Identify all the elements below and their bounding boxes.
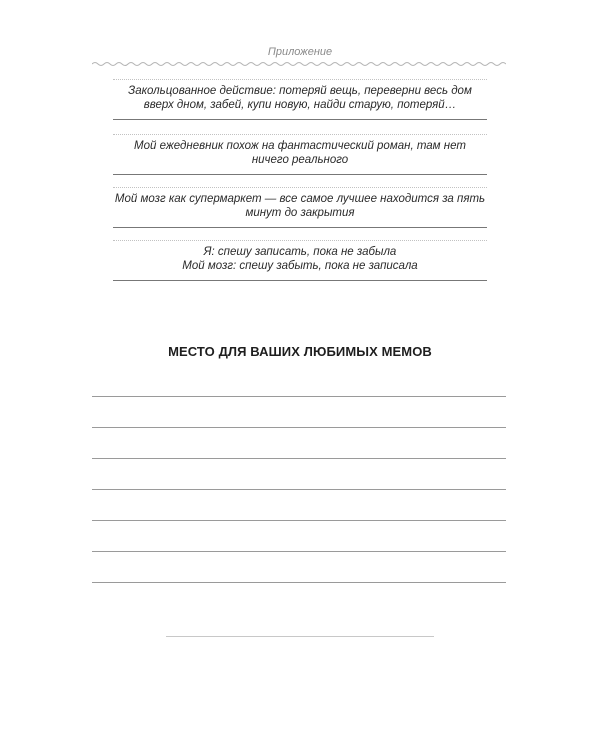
quote-block: [113, 240, 487, 280]
quote-underline: [113, 227, 487, 228]
blank-writing-line[interactable]: [92, 427, 506, 428]
quote-line: ничего реального: [251, 154, 349, 166]
quote-line: минут до закрытия: [245, 207, 355, 219]
quote-underline: [113, 119, 487, 120]
dotted-divider: [113, 79, 487, 80]
quote-line: вверх дном, забей, купи новую, найди старую, потеряй…: [143, 99, 457, 111]
quote-line: Я: спешу записать, пока не забыла: [203, 246, 397, 258]
quote-line: Мой мозг как супермаркет — все самое лучшее находится за пять: [114, 193, 486, 205]
quote-underline: [113, 280, 487, 281]
dotted-divider: [113, 240, 487, 241]
quote-text: [113, 192, 487, 220]
blank-writing-line[interactable]: [92, 582, 506, 583]
blank-writing-line[interactable]: [92, 458, 506, 459]
dotted-divider: [113, 134, 487, 135]
blank-writing-line[interactable]: [92, 396, 506, 397]
blank-writing-line[interactable]: [92, 551, 506, 552]
quote-line: Мой мозг: спешу забыть, пока не записала: [182, 260, 418, 272]
memes-section-title: МЕСТО ДЛЯ ВАШИХ ЛЮБИМЫХ МЕМОВ: [168, 344, 432, 359]
header-label: Приложение: [267, 46, 333, 58]
quote-block: [113, 187, 487, 227]
quote-block: [113, 79, 487, 119]
footer-divider: [166, 636, 434, 637]
quote-line: Закольцованное действие: потеряй вещь, переверни весь дом: [128, 85, 472, 97]
blank-writing-line[interactable]: [92, 520, 506, 521]
quote-line: Мой ежедневник похож на фантастический роман, там нет: [134, 140, 466, 152]
quote-text: [113, 245, 487, 273]
quote-text: [113, 84, 487, 112]
quote-underline: [113, 174, 487, 175]
quote-text: [113, 139, 487, 167]
blank-writing-line[interactable]: [92, 489, 506, 490]
quote-block: [113, 134, 487, 174]
dotted-divider: [113, 187, 487, 188]
wavy-divider: [92, 60, 506, 68]
